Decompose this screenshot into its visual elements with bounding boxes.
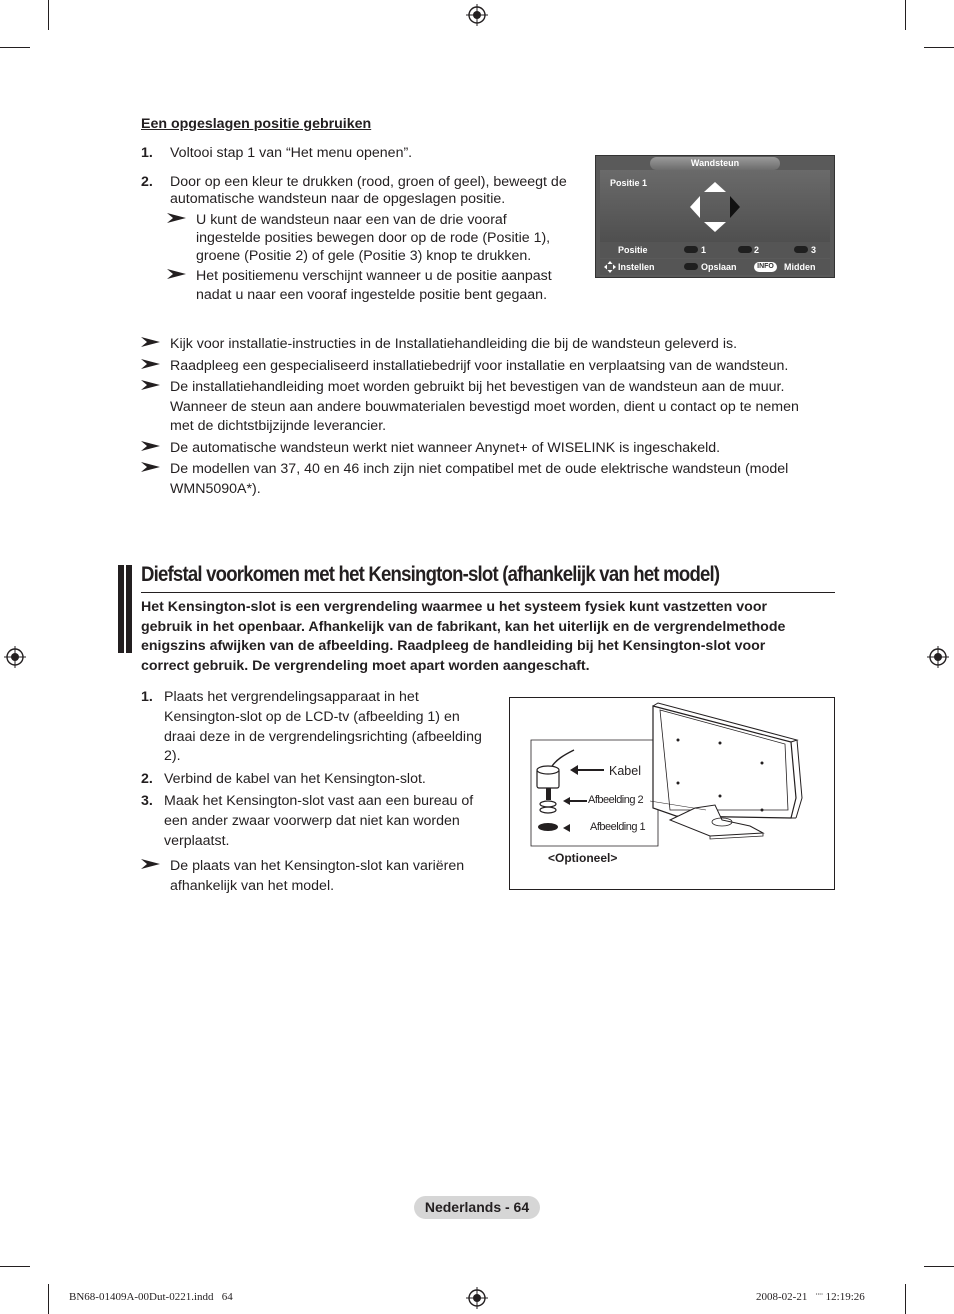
step-number: 2. <box>141 174 153 190</box>
note-arrow-icon <box>141 379 161 391</box>
crop-mark <box>924 1266 954 1267</box>
note-text: De modellen van 37, 40 en 46 inch zijn niet compatibel met de oude elektrische wandsteun (model <box>170 461 789 477</box>
step-text: Verbind de kabel van het Kensington-slot. <box>164 771 426 787</box>
wall-mount-osd <box>595 155 835 278</box>
note-arrow-icon <box>141 440 161 452</box>
note-text: Raadpleeg een gespecialiseerd installatiebedrijf voor installatie en verplaatsing van de wandsteun. <box>170 358 789 374</box>
label-optional: <Optioneel> <box>548 851 618 865</box>
step-text: Kensington-slot op de LCD-tv (afbeelding 1) en <box>164 709 460 725</box>
note-text: met de dichtstbijzijnde leverancier. <box>170 418 387 434</box>
crop-mark <box>0 47 30 48</box>
info-button-icon: INFO <box>754 262 777 272</box>
registration-mark-icon <box>4 646 26 668</box>
note-text: Het positiemenu verschijnt wanneer u de positie aanpast <box>196 268 552 284</box>
osd-main-panel <box>600 170 830 242</box>
registration-mark-icon <box>466 1287 488 1309</box>
step-text: 2). <box>164 748 181 764</box>
osd-center-label[interactable]: Midden <box>784 262 816 272</box>
crop-mark <box>905 1284 906 1314</box>
crop-mark <box>924 47 954 48</box>
note-text: afhankelijk van het model. <box>170 878 335 894</box>
section-marker-bar <box>118 565 124 653</box>
osd-option-2[interactable]: 2 <box>754 245 760 255</box>
label-figure-2: Afbeelding 2 <box>588 794 644 806</box>
step-number: 1. <box>141 689 153 705</box>
osd-row-controls <box>600 259 830 275</box>
osd-tab-title: Wandsteun <box>650 157 780 170</box>
note-arrow-icon <box>141 858 161 870</box>
intro-text: correct gebruik. De vergrendeling moet apart worden aangeschaft. <box>141 658 590 674</box>
step-text: Door op een kleur te drukken (rood, groen of geel), beweegt de <box>170 174 567 190</box>
osd-position-label: Positie 1 <box>610 178 648 188</box>
note-text: De installatiehandleiding moet worden gebruikt bij het bevestigen van de wandsteun aan de muur. <box>170 379 785 395</box>
osd-option-1[interactable]: 1 <box>701 245 707 255</box>
section-marker-bar <box>126 565 132 653</box>
step-text: Voltooi stap 1 van “Het menu openen”. <box>170 145 413 161</box>
kensington-figure <box>509 697 835 890</box>
crop-mark <box>0 1266 30 1267</box>
crop-mark <box>905 0 906 30</box>
osd-row-label: Positie <box>618 245 648 255</box>
move-arrows-icon <box>604 261 616 273</box>
green-button-icon <box>738 246 752 253</box>
label-cable: Kabel <box>609 764 641 778</box>
note-text: U kunt de wandsteun naar een van de drie vooraf <box>196 212 507 228</box>
note-text: WMN5090A*). <box>170 481 261 497</box>
step-text: automatische wandsteun naar de opgeslagen positie. <box>170 191 506 207</box>
section-heading: Een opgeslagen positie gebruiken <box>141 116 372 132</box>
note-text: ingestelde posities bewegen door op de rode (Positie 1), <box>196 230 551 246</box>
note-arrow-icon <box>141 461 161 473</box>
crop-mark <box>48 1284 49 1314</box>
osd-save-label[interactable]: Opslaan <box>701 262 737 272</box>
file-info: BN68-01409A-00Dut-0221.indd 64 <box>69 1291 233 1303</box>
page-number-badge: Nederlands - 64 <box>414 1196 540 1219</box>
intro-text: gebruik in het openbaar. Afhankelijk van de fabrikant, kan het uiterlijk en de vergrendelmethode <box>141 619 786 635</box>
blue-button-icon <box>684 263 698 270</box>
section-title: Diefstal voorkomen met het Kensington-slot (afhankelijk van het model) <box>141 563 720 586</box>
label-figure-1: Afbeelding 1 <box>590 821 646 833</box>
step-text: verplaatst. <box>164 833 230 849</box>
step-text: een ander zwaar voorwerp dat niet kan worden <box>164 813 460 829</box>
crop-mark <box>48 0 49 30</box>
registration-mark-icon <box>466 4 488 26</box>
osd-option-3[interactable]: 3 <box>811 245 817 255</box>
note-arrow-icon <box>141 358 161 370</box>
direction-arrows-icon[interactable] <box>686 178 744 236</box>
title-underline <box>141 592 835 593</box>
note-arrow-icon <box>167 268 187 280</box>
note-text: Kijk voor installatie-instructies in de Installatiehandleiding die bij de wandsteun geleverd is. <box>170 336 738 352</box>
step-text: draai deze in de vergrendelingsrichting (afbeelding <box>164 729 482 745</box>
step-text: Maak het Kensington-slot vast aan een bureau of <box>164 793 474 809</box>
intro-text: enigszins afwijken van de afbeelding. Raadpleeg de handleiding bij het Kensington-slot voor <box>141 638 766 654</box>
note-arrow-icon <box>141 336 161 348</box>
note-text: Wanneer de steun aan andere bouwmaterialen bevestigd moet worden, dient u contact op te nemen <box>170 399 799 415</box>
note-text: groene (Positie 2) of gele (Positie 3) knop te drukken. <box>196 248 532 264</box>
step-number: 2. <box>141 771 153 787</box>
step-number: 1. <box>141 145 153 161</box>
date-info: 2008-02-21 ¨¨ 12:19:26 <box>756 1291 865 1303</box>
note-text: De plaats van het Kensington-slot kan variëren <box>170 858 465 874</box>
note-text: De automatische wandsteun werkt niet wanneer Anynet+ of WISELINK is ingeschakeld. <box>170 440 721 456</box>
red-button-icon <box>684 246 698 253</box>
osd-row-position <box>600 242 830 258</box>
yellow-button-icon <box>794 246 808 253</box>
osd-adjust-label: Instellen <box>618 262 655 272</box>
note-arrow-icon <box>167 212 187 224</box>
intro-text: Het Kensington-slot is een vergrendeling waarmee u het systeem fysiek kunt vastzetten voor <box>141 599 768 615</box>
step-number: 3. <box>141 793 153 809</box>
registration-mark-icon <box>927 646 949 668</box>
step-text: Plaats het vergrendelingsapparaat in het <box>164 689 419 705</box>
note-text: nadat u naar een vooraf ingestelde positie bent gegaan. <box>196 287 548 303</box>
